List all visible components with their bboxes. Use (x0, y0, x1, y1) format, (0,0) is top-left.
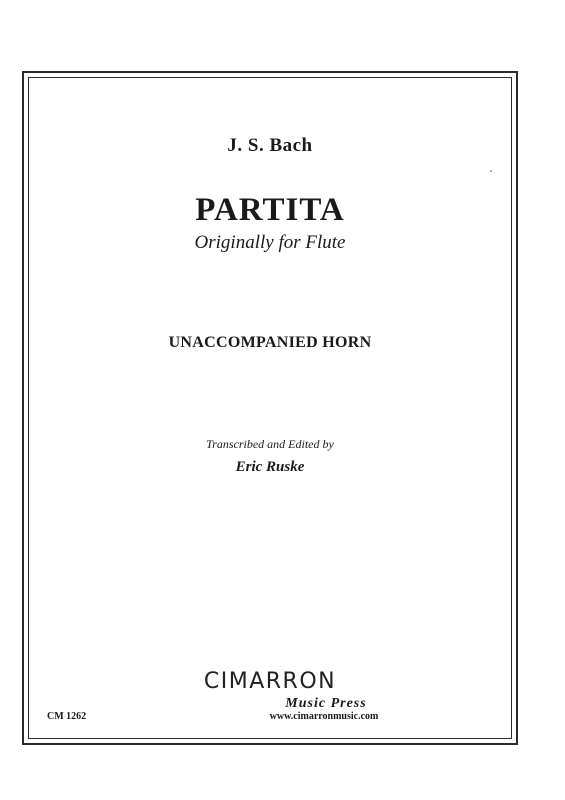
work-title: PARTITA (195, 192, 345, 228)
page-inner-border (28, 77, 512, 739)
scan-speck (490, 170, 492, 172)
arranger-name: Eric Ruske (235, 459, 305, 475)
page-border (22, 71, 518, 745)
composer-name: J. S. Bach (227, 135, 313, 156)
publisher-url: www.cimarronmusic.com (269, 711, 379, 722)
work-subtitle: Originally for Flute (194, 232, 346, 253)
catalog-number: CM 1262 (47, 711, 87, 722)
publisher-logo-name: CIMARRON (203, 669, 337, 694)
credit-label: Transcribed and Edited by (206, 437, 334, 451)
publisher-logo-subtitle: Music Press (285, 696, 367, 711)
instrumentation: UNACCOMPANIED HORN (168, 334, 372, 351)
